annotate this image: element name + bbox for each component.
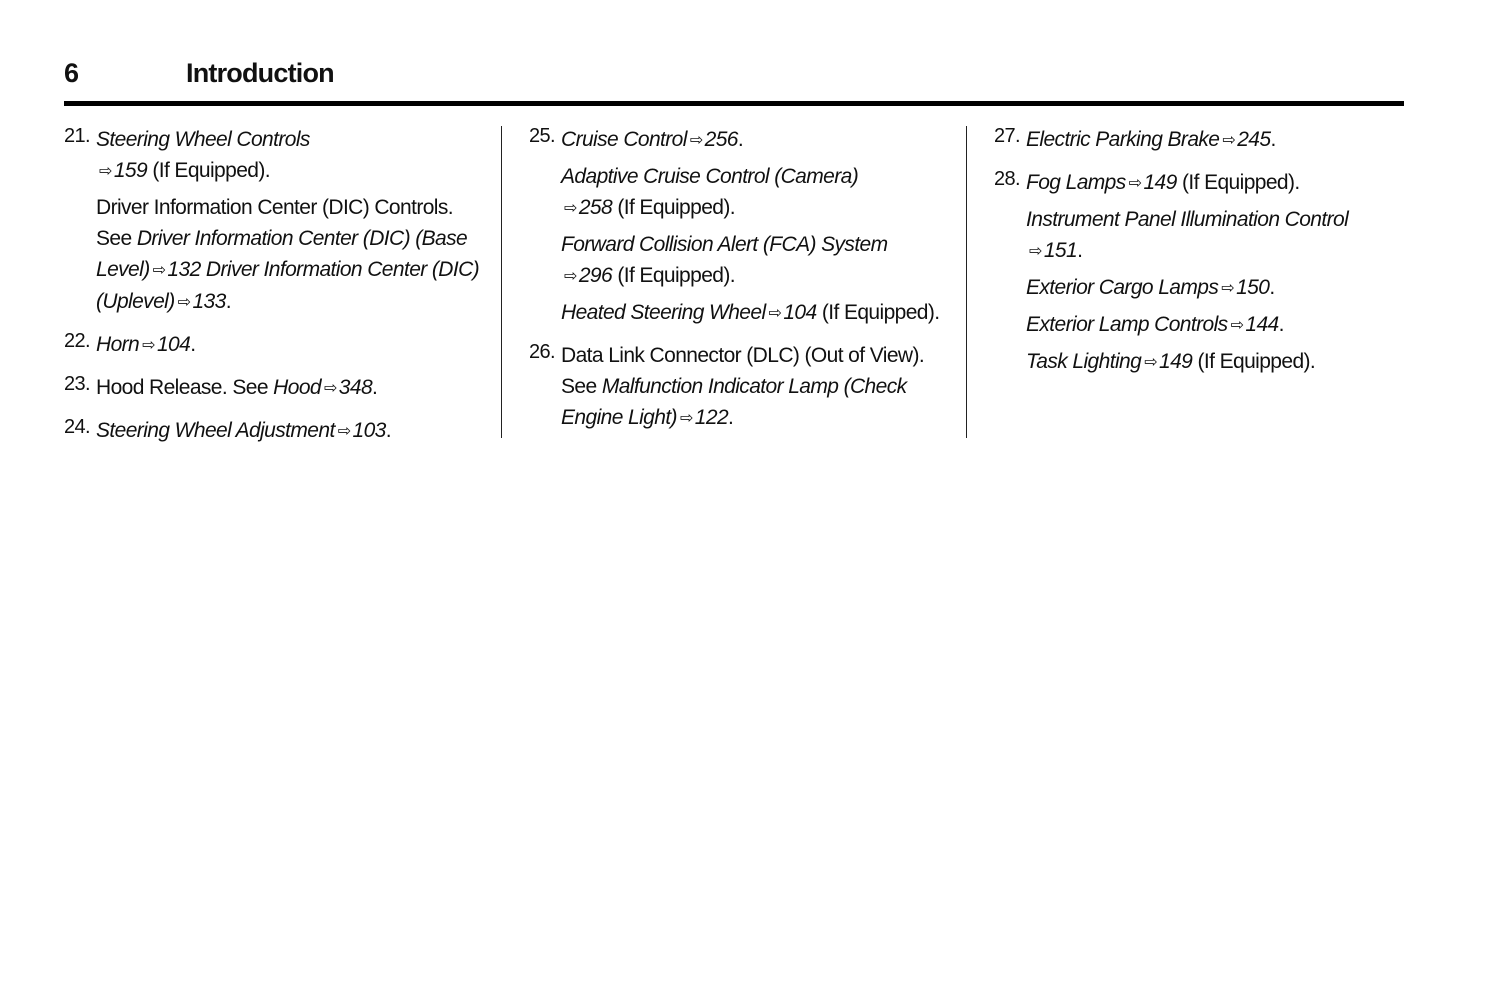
item-suffix: (If Equipped). <box>617 196 735 219</box>
ref-link[interactable]: Adaptive Cruise Control (Camera) <box>561 165 859 188</box>
item-number: 22. <box>64 330 91 352</box>
item-suffix: (If Equipped). <box>821 301 940 324</box>
item-text: Data Link Connector (DLC) (Out of View). See <box>561 344 925 398</box>
arrow-right-icon: ⇨ <box>1221 280 1235 297</box>
ref-link[interactable]: Driver Information Center (DIC) (Base Level) <box>96 227 468 281</box>
list-item-25: 25. Cruise Control ⇨256. Adaptive Cruise Control (Camera) ⇨258 (If Equipped). Forward Collision Alert (FCA) System ⇨296 (If Equipped). Heated Steering Wheel ⇨104 (If Equipped). <box>529 124 954 329</box>
ref-link[interactable]: Cruise Control <box>561 128 687 151</box>
ref-link[interactable]: Exterior Lamp Controls <box>1026 313 1228 336</box>
page-ref[interactable]: 151 <box>1043 239 1078 262</box>
page-ref[interactable]: 122 <box>694 406 729 429</box>
page-number: 6 <box>64 58 79 88</box>
arrow-right-icon: ⇨ <box>1230 317 1244 334</box>
ref-link[interactable]: Fog Lamps <box>1026 171 1126 194</box>
item-text: Driver Information Center (DIC) Controls. See <box>96 196 453 250</box>
ref-link[interactable]: Task Lighting <box>1026 350 1142 373</box>
ref-link[interactable]: Electric Parking Brake <box>1026 128 1220 151</box>
item-suffix: (If Equipped). <box>617 264 735 287</box>
page-ref[interactable]: 149 <box>1159 350 1193 373</box>
section-title: Introduction <box>186 58 334 88</box>
arrow-right-icon: ⇨ <box>177 294 191 311</box>
item-suffix: (If Equipped). <box>1197 350 1316 373</box>
ref-link[interactable]: Instrument Panel Illumination Control <box>1026 208 1349 231</box>
page-ref[interactable]: 149 <box>1143 171 1177 194</box>
page-ref[interactable]: 159 <box>113 159 148 182</box>
column-divider <box>501 126 502 438</box>
page-ref[interactable]: 144 <box>1245 313 1279 336</box>
page-ref[interactable]: 296 <box>578 264 613 287</box>
list-item-27: 27. Electric Parking Brake ⇨245. <box>994 124 1394 156</box>
arrow-right-icon: ⇨ <box>152 262 166 279</box>
arrow-right-icon: ⇨ <box>323 380 337 397</box>
page-ref[interactable]: 348 <box>338 376 373 399</box>
arrow-right-icon: ⇨ <box>1128 175 1142 192</box>
ref-link[interactable]: Steering Wheel Controls <box>96 128 310 151</box>
ref-link[interactable]: Hood <box>273 376 321 399</box>
page-ref[interactable]: 245 <box>1237 128 1271 151</box>
list-item-23: 23. Hood Release. See Hood ⇨348. <box>64 372 484 404</box>
ref-link[interactable]: Horn <box>96 333 140 356</box>
page-ref[interactable]: 133 <box>192 290 226 313</box>
page-ref[interactable]: 104 <box>156 333 191 356</box>
ref-link[interactable]: Heated Steering Wheel <box>561 301 766 324</box>
list-item-24: 24. Steering Wheel Adjustment ⇨103. <box>64 415 484 447</box>
ref-link[interactable]: Driver Information Center (DIC) (Uplevel) <box>96 258 480 313</box>
list-item-28: 28. Fog Lamps ⇨149 (If Equipped). Instrument Panel Illumination Control ⇨151. Exterior Cargo Lamps ⇨150. Exterior Lamp Controls ⇨144. Task Lighting ⇨149 (If Equipped). <box>994 167 1394 378</box>
ref-link[interactable]: Steering Wheel Adjustment <box>96 419 335 442</box>
item-number: 23. <box>64 373 91 395</box>
arrow-right-icon: ⇨ <box>1222 132 1236 149</box>
ref-link[interactable]: Exterior Cargo Lamps <box>1026 276 1219 299</box>
header-rule <box>64 101 1404 106</box>
page-header <box>64 58 1404 106</box>
page-ref[interactable]: 258 <box>578 196 613 219</box>
ref-link[interactable]: Forward Collision Alert (FCA) System <box>561 233 888 256</box>
item-number: 25. <box>529 125 556 147</box>
item-number: 26. <box>529 341 556 363</box>
item-number: 28. <box>994 168 1021 190</box>
page-ref[interactable]: 132 <box>167 258 201 281</box>
list-item-26: 26. Data Link Connector (DLC) (Out of View). See Malfunction Indicator Lamp (Check Engine Light) ⇨122. <box>529 340 954 434</box>
column-2 <box>529 124 954 445</box>
item-number: 27. <box>994 125 1021 147</box>
column-1 <box>64 124 484 458</box>
page-ref[interactable]: 256 <box>704 128 738 151</box>
page-ref[interactable]: 104 <box>783 301 817 324</box>
arrow-right-icon: ⇨ <box>564 200 577 217</box>
page-ref[interactable]: 103 <box>352 419 386 442</box>
arrow-right-icon: ⇨ <box>768 305 782 322</box>
list-item-22: 22. Horn ⇨104. <box>64 329 484 361</box>
column-3 <box>994 124 1394 389</box>
item-suffix: (If Equipped). <box>1181 171 1300 194</box>
arrow-right-icon: ⇨ <box>1029 243 1042 260</box>
item-number: 21. <box>64 125 91 147</box>
arrow-right-icon: ⇨ <box>142 337 155 354</box>
page-ref[interactable]: 150 <box>1236 276 1270 299</box>
arrow-right-icon: ⇨ <box>99 163 112 180</box>
arrow-right-icon: ⇨ <box>689 132 703 149</box>
list-item-21: 21. Steering Wheel Controls ⇨159 (If Equipped). Driver Information Center (DIC) Controls. See Driver Information Center (DIC) (Base Level) ⇨132 Driver Information Center (DIC) (Uplevel) ⇨133. <box>64 124 484 318</box>
arrow-right-icon: ⇨ <box>337 423 351 440</box>
item-number: 24. <box>64 416 91 438</box>
arrow-right-icon: ⇨ <box>564 268 577 285</box>
ref-link[interactable]: Malfunction Indicator Lamp (Check Engine Light) <box>561 375 907 429</box>
arrow-right-icon: ⇨ <box>1144 354 1157 371</box>
item-text: Hood Release. See <box>96 376 268 399</box>
arrow-right-icon: ⇨ <box>679 410 693 427</box>
item-suffix: (If Equipped). <box>152 159 270 182</box>
column-divider <box>966 126 967 438</box>
